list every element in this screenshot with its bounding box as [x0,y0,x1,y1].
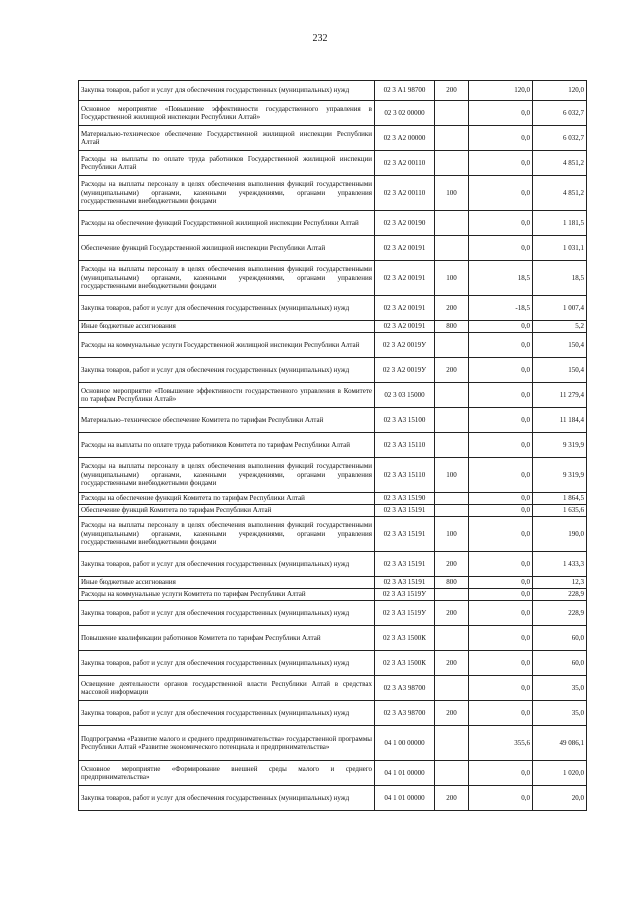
row-code-cell: 02 3 03 15000 [375,383,435,408]
row-change-cell: 0,0 [469,552,533,577]
table-row [79,676,587,701]
row-code-cell: 02 3 02 00000 [375,101,435,126]
row-type-cell: 200 [435,358,469,383]
row-type-cell [435,761,469,786]
row-change-cell: 0,0 [469,383,533,408]
row-name-cell: Расходы на выплаты персоналу в целях обеспечения выполнения функций государственными (муниципальными) органами, казенными учреждениями, органами управления государственными внебюджетными фондами [79,458,375,493]
row-total-cell: 4 851,2 [533,176,587,211]
row-code-cell: 04 1 01 00000 [375,786,435,811]
row-name-cell: Материально-техническое обеспечение Государственной жилищной инспекции Республики Алтай [79,126,375,151]
row-code-cell: 02 3 А2 0019У [375,333,435,358]
row-name-cell: Расходы на коммунальные услуги Государственной жилищной инспекции Республики Алтай [79,333,375,358]
row-change-cell: 0,0 [469,577,533,589]
row-change-cell: 0,0 [469,358,533,383]
row-total-cell: 9 319,9 [533,433,587,458]
table-row [79,701,587,726]
table-row [79,408,587,433]
table-row [79,626,587,651]
row-type-cell: 100 [435,261,469,296]
row-total-cell: 1 181,5 [533,211,587,236]
row-total-cell: 35,0 [533,676,587,701]
row-type-cell: 100 [435,458,469,493]
row-total-cell: 1 007,4 [533,296,587,321]
row-name-cell: Обеспечение функций Комитета по тарифам Республики Алтай [79,505,375,517]
row-code-cell: 02 3 А3 15191 [375,505,435,517]
row-name-cell: Освещение деятельности органов государственной власти Республики Алтай в средствах массовой информации [79,676,375,701]
row-total-cell: 60,0 [533,651,587,676]
budget-table-body [79,81,587,811]
row-total-cell: 1 031,1 [533,236,587,261]
row-total-cell: 228,9 [533,601,587,626]
row-change-cell: -18,5 [469,296,533,321]
row-type-cell [435,505,469,517]
row-change-cell: 0,0 [469,151,533,176]
row-name-cell: Иные бюджетные ассигнования [79,577,375,589]
row-type-cell [435,589,469,601]
table-row [79,81,587,101]
row-name-cell: Основное мероприятие «Повышение эффективности государственного управления в Государственной жилищной инспекции Республики Алтай» [79,101,375,126]
row-type-cell: 200 [435,296,469,321]
table-row [79,296,587,321]
row-code-cell: 02 3 А2 00191 [375,236,435,261]
row-type-cell [435,333,469,358]
table-row [79,726,587,761]
row-total-cell: 9 319,9 [533,458,587,493]
row-change-cell: 0,0 [469,761,533,786]
row-name-cell: Расходы на коммунальные услуги Комитета по тарифам Республики Алтай [79,589,375,601]
row-total-cell: 150,4 [533,333,587,358]
row-change-cell: 0,0 [469,408,533,433]
row-type-cell: 200 [435,601,469,626]
row-total-cell: 4 851,2 [533,151,587,176]
row-total-cell: 1 635,6 [533,505,587,517]
row-total-cell: 1 864,5 [533,493,587,505]
row-total-cell: 5,2 [533,321,587,333]
row-type-cell [435,433,469,458]
row-type-cell [435,493,469,505]
row-type-cell [435,383,469,408]
row-change-cell: 0,0 [469,626,533,651]
table-row [79,261,587,296]
row-name-cell: Расходы на выплаты по оплате труда работников Государственной жилищной инспекции Республики Алтай [79,151,375,176]
row-code-cell: 02 3 А3 15100 [375,408,435,433]
row-code-cell: 02 3 А3 1519У [375,601,435,626]
table-row [79,651,587,676]
page-number: 232 [312,33,328,44]
row-total-cell: 1 433,3 [533,552,587,577]
row-code-cell: 02 3 А2 00191 [375,261,435,296]
row-name-cell: Расходы на выплаты персоналу в целях обеспечения выполнения функций государственными (муниципальными) органами, казенными учреждениями, органами управления государственными внебюджетными фондами [79,517,375,552]
table-row [79,101,587,126]
row-change-cell: 0,0 [469,601,533,626]
row-type-cell [435,211,469,236]
row-change-cell: 355,6 [469,726,533,761]
row-code-cell: 02 3 А3 15191 [375,577,435,589]
row-change-cell: 0,0 [469,517,533,552]
row-total-cell: 190,0 [533,517,587,552]
row-name-cell: Расходы на выплаты по оплате труда работников Комитета по тарифам Республики Алтай [79,433,375,458]
table-row [79,433,587,458]
row-name-cell: Закупка товаров, работ и услуг для обеспечения государственных (муниципальных) нужд [79,651,375,676]
row-name-cell: Материально–техническое обеспечение Комитета по тарифам Республики Алтай [79,408,375,433]
row-total-cell: 11 279,4 [533,383,587,408]
row-change-cell: 0,0 [469,236,533,261]
row-total-cell: 35,0 [533,701,587,726]
row-type-cell [435,626,469,651]
table-row [79,321,587,333]
budget-table [78,80,587,811]
row-name-cell: Закупка товаров, работ и услуг для обеспечения государственных (муниципальных) нужд [79,358,375,383]
row-name-cell: Иные бюджетные ассигнования [79,321,375,333]
row-code-cell: 02 3 А2 00191 [375,296,435,321]
row-change-cell: 0,0 [469,676,533,701]
row-total-cell: 49 086,1 [533,726,587,761]
row-name-cell: Основное мероприятие «Формирование внешней среды малого и среднего предпринимательства» [79,761,375,786]
row-code-cell: 02 3 А3 15191 [375,552,435,577]
row-change-cell: 0,0 [469,589,533,601]
row-change-cell: 0,0 [469,458,533,493]
row-code-cell: 02 3 А2 00000 [375,126,435,151]
table-row [79,786,587,811]
row-type-cell: 100 [435,517,469,552]
row-code-cell: 02 3 А2 00190 [375,211,435,236]
row-name-cell: Расходы на выплаты персоналу в целях обеспечения выполнения функций государственными (муниципальными) органами, казенными учреждениями, органами управления государственными внебюджетными фондами [79,261,375,296]
row-name-cell: Закупка товаров, работ и услуг для обеспечения государственных (муниципальных) нужд [79,296,375,321]
row-name-cell: Расходы на обеспечение функций Государственной жилищной инспекции Республики Алтай [79,211,375,236]
row-name-cell: Расходы на выплаты персоналу в целях обеспечения выполнения функций государственными (муниципальными) органами, казенными учреждениями, органами управления государственными внебюджетными фондами [79,176,375,211]
table-row [79,176,587,211]
row-total-cell: 150,4 [533,358,587,383]
table-row [79,552,587,577]
row-name-cell: Подпрограмма «Развитие малого и среднего предпринимательства» государственной программы Республики Алтай «Развитие экономического потенциала и предпринимательства» [79,726,375,761]
row-code-cell: 02 3 А2 00191 [375,321,435,333]
row-change-cell: 0,0 [469,211,533,236]
row-change-cell: 0,0 [469,176,533,211]
row-code-cell: 02 3 А2 00110 [375,176,435,211]
row-name-cell: Закупка товаров, работ и услуг для обеспечения государственных (муниципальных) нужд [79,552,375,577]
row-change-cell: 0,0 [469,651,533,676]
row-type-cell [435,236,469,261]
row-code-cell: 02 3 А3 98700 [375,701,435,726]
row-code-cell: 02 3 А3 1500К [375,626,435,651]
row-change-cell: 120,0 [469,81,533,101]
row-name-cell: Повышение квалификации работников Комитета по тарифам Республики Алтай [79,626,375,651]
row-code-cell: 02 3 А3 1500К [375,651,435,676]
row-type-cell: 800 [435,321,469,333]
row-type-cell [435,726,469,761]
row-code-cell: 02 3 А3 15110 [375,458,435,493]
row-change-cell: 0,0 [469,321,533,333]
row-change-cell: 0,0 [469,333,533,358]
row-type-cell: 200 [435,786,469,811]
row-name-cell: Закупка товаров, работ и услуг для обеспечения государственных (муниципальных) нужд [79,786,375,811]
row-change-cell: 18,5 [469,261,533,296]
table-row [79,493,587,505]
row-code-cell: 02 3 А3 15191 [375,517,435,552]
row-change-cell: 0,0 [469,433,533,458]
row-type-cell [435,126,469,151]
row-total-cell: 12,3 [533,577,587,589]
row-total-cell: 60,0 [533,626,587,651]
row-type-cell: 800 [435,577,469,589]
table-row [79,126,587,151]
row-name-cell: Закупка товаров, работ и услуг для обеспечения государственных (муниципальных) нужд [79,701,375,726]
row-change-cell: 0,0 [469,493,533,505]
row-total-cell: 6 032,7 [533,101,587,126]
row-type-cell [435,408,469,433]
row-name-cell: Расходы на обеспечение функций Комитета по тарифам Республики Алтай [79,493,375,505]
row-code-cell: 02 3 А3 98700 [375,676,435,701]
row-code-cell: 02 3 А3 15190 [375,493,435,505]
row-code-cell: 02 3 А3 15110 [375,433,435,458]
table-row [79,358,587,383]
row-change-cell: 0,0 [469,101,533,126]
row-total-cell: 11 184,4 [533,408,587,433]
row-total-cell: 6 032,7 [533,126,587,151]
table-row [79,383,587,408]
row-code-cell: 04 1 00 00000 [375,726,435,761]
row-change-cell: 0,0 [469,701,533,726]
row-name-cell: Обеспечение функций Государственной жилищной инспекции Республики Алтай [79,236,375,261]
row-type-cell: 200 [435,651,469,676]
row-code-cell: 02 3 А3 1519У [375,589,435,601]
row-change-cell: 0,0 [469,126,533,151]
row-code-cell: 04 1 01 00000 [375,761,435,786]
table-row [79,236,587,261]
row-code-cell: 02 3 А2 0019У [375,358,435,383]
table-row [79,211,587,236]
table-row [79,601,587,626]
table-row [79,517,587,552]
row-total-cell: 1 020,0 [533,761,587,786]
row-type-cell [435,676,469,701]
row-name-cell: Закупка товаров, работ и услуг для обеспечения государственных (муниципальных) нужд [79,601,375,626]
table-row [79,761,587,786]
row-type-cell: 200 [435,81,469,101]
row-type-cell: 100 [435,176,469,211]
table-row [79,458,587,493]
table-row [79,577,587,589]
row-name-cell: Закупка товаров, работ и услуг для обеспечения государственных (муниципальных) нужд [79,81,375,101]
table-row [79,589,587,601]
row-type-cell: 200 [435,552,469,577]
row-type-cell [435,151,469,176]
row-code-cell: 02 3 А2 00110 [375,151,435,176]
row-total-cell: 18,5 [533,261,587,296]
table-row [79,151,587,176]
row-total-cell: 120,0 [533,81,587,101]
row-name-cell: Основное мероприятие «Повышение эффективности государственного управления в Комитете по тарифам Республики Алтай» [79,383,375,408]
row-change-cell: 0,0 [469,786,533,811]
row-total-cell: 228,9 [533,589,587,601]
row-code-cell: 02 3 А1 98700 [375,81,435,101]
table-row [79,505,587,517]
table-row [79,333,587,358]
row-type-cell: 200 [435,701,469,726]
row-change-cell: 0,0 [469,505,533,517]
row-total-cell: 20,0 [533,786,587,811]
row-type-cell [435,101,469,126]
